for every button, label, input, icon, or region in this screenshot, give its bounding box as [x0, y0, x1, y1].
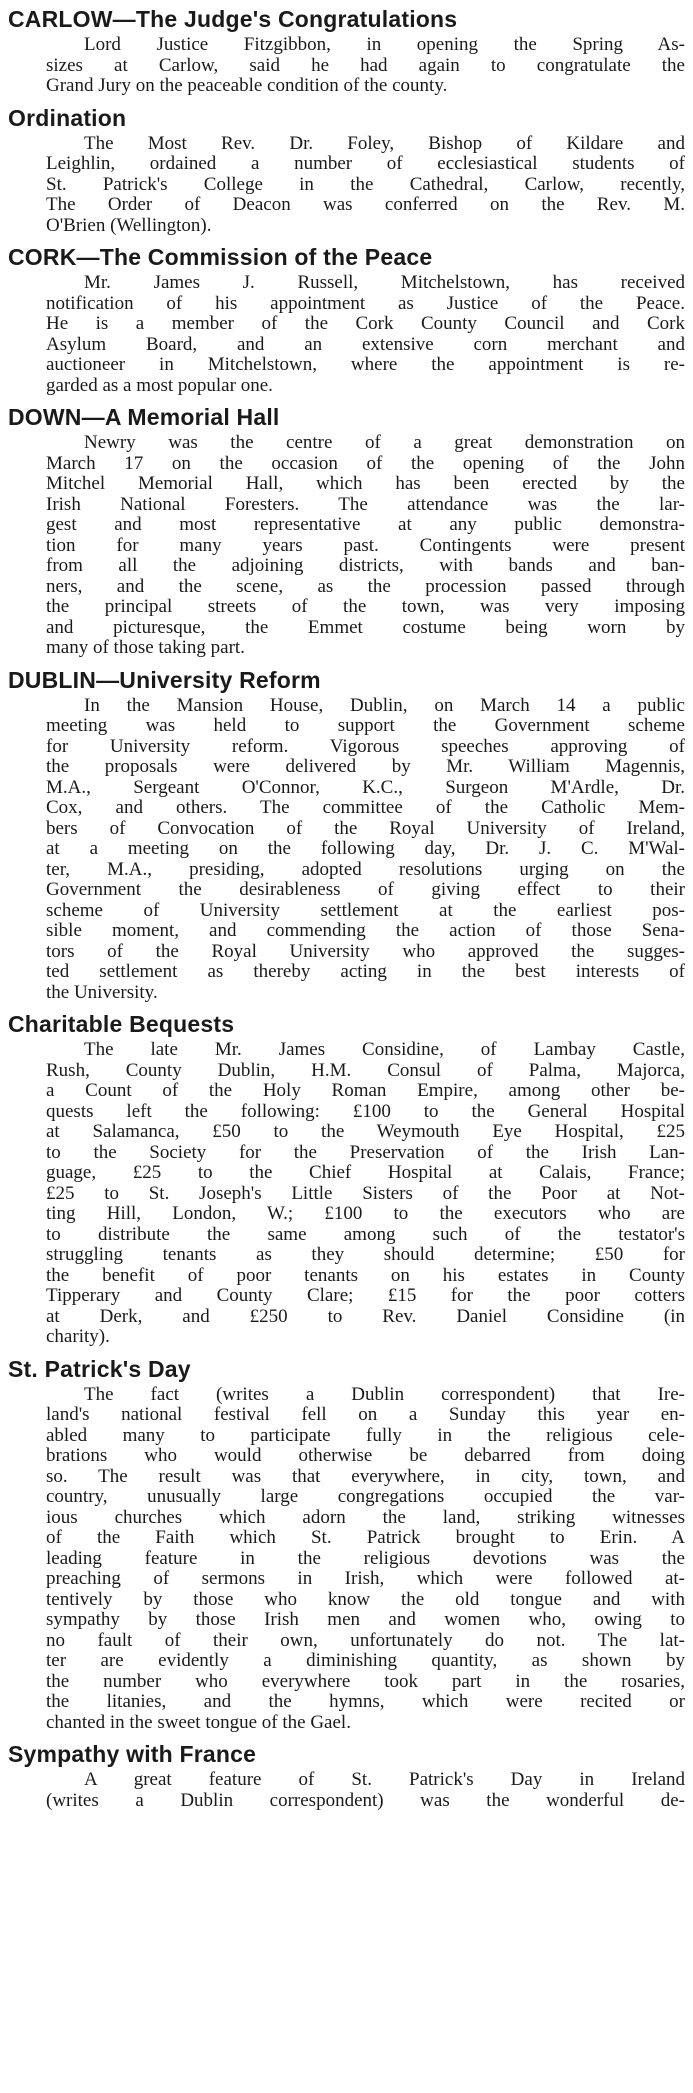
- text-line: The late Mr. James Considine, of Lambay Castle,: [84, 1040, 685, 1060]
- text-line: ted settlement as thereby acting in the best interests of: [46, 962, 685, 982]
- article-body: [8, 273, 685, 396]
- article-body: [8, 696, 685, 1004]
- text-line: the benefit of poor tenants on his estates in County: [46, 1265, 685, 1286]
- headline: Sympathy with France: [8, 1741, 257, 1767]
- text-line: Asylum Board, and an extensive corn merchant and: [46, 334, 685, 355]
- text-line: The Order of Deacon was conferred on the Rev. M.: [46, 195, 685, 215]
- text-line: preaching of sermons in Irish, which were followed at-: [46, 1569, 685, 1589]
- headline: CORK—The Commission of the Peace: [8, 244, 433, 270]
- text-line: Newry was the centre of a great demonstration on: [84, 433, 685, 453]
- text-line: land's national festival fell on a Sunday this year en-: [46, 1405, 685, 1425]
- text-line: to distribute the same among such of the testator's: [46, 1224, 685, 1245]
- text-line: no fault of their own, unfortunately do not. The lat-: [46, 1630, 685, 1651]
- text-line: at Salamanca, £50 to the Weymouth Eye Hospital, £25: [46, 1122, 685, 1142]
- text-line: St. Patrick's College in the Cathedral, Carlow, recently,: [46, 174, 685, 195]
- text-line: sible moment, and commending the action of those Sena-: [46, 921, 685, 941]
- text-line: Lord Justice Fitzgibbon, in opening the Spring As-: [84, 35, 685, 55]
- text-line: charity).: [46, 1327, 110, 1347]
- text-line: The Most Rev. Dr. Foley, Bishop of Kildare and: [84, 133, 685, 154]
- text-line: meeting was held to support the Government scheme: [46, 716, 685, 736]
- article-carlow: [8, 4, 685, 97]
- article-body: [8, 1385, 685, 1734]
- article-body: [8, 134, 685, 237]
- article-body: [8, 1040, 685, 1348]
- text-line: the number who everywhere took part in the rosaries,: [46, 1671, 685, 1692]
- text-line: Rush, County Dublin, H.M. Consul of Palma, Majorca,: [46, 1060, 685, 1081]
- article-dublin: [8, 665, 685, 1004]
- article-ordination: [8, 103, 685, 237]
- text-line: ter are evidently a diminishing quantity, as shown by: [46, 1651, 685, 1671]
- text-line: Leighlin, ordained a number of ecclesiastical students of: [46, 154, 685, 174]
- text-line: ners, and the scene, as the procession passed through: [46, 576, 685, 597]
- text-line: and picturesque, the Emmet costume being worn by: [46, 617, 685, 638]
- text-line: ter, M.A., presiding, adopted resolutions urging on the: [46, 859, 685, 880]
- headline: Ordination: [8, 104, 127, 131]
- text-line: a Count of the Holy Roman Empire, among other be-: [46, 1081, 685, 1101]
- text-line: many of those taking part.: [46, 638, 245, 658]
- text-line: sympathy by those Irish men and women who, owing to: [46, 1610, 685, 1630]
- text-line: scheme of University settlement at the earliest pos-: [46, 900, 685, 921]
- text-line: £25 to St. Joseph's Little Sisters of the Poor at Not-: [46, 1183, 685, 1204]
- article-st-patricks-day: [8, 1354, 685, 1734]
- text-line: tors of the Royal University who approved the sugges-: [46, 941, 685, 962]
- article-body: [8, 1770, 685, 1811]
- text-line: He is a member of the Cork County Council and Cork: [46, 314, 685, 334]
- text-line: Government the desirableness of giving effect to their: [46, 880, 685, 900]
- text-line: guage, £25 to the Chief Hospital at Calais, France;: [46, 1163, 685, 1183]
- text-line: In the Mansion House, Dublin, on March 14 a public: [84, 695, 685, 716]
- text-line: Cox, and others. The committee of the Catholic Mem-: [46, 798, 685, 818]
- text-line: O'Brien (Wellington).: [46, 215, 212, 236]
- text-line: the University.: [46, 982, 158, 1003]
- text-line: chanted in the sweet tongue of the Gael.: [46, 1712, 351, 1733]
- text-line: March 17 on the occasion of the opening of the John: [46, 453, 685, 474]
- article-cork: [8, 242, 685, 396]
- article-down: [8, 402, 685, 659]
- text-line: so. The result was that everywhere, in city, town, and: [46, 1466, 685, 1487]
- article-charitable-bequests: [8, 1009, 685, 1348]
- text-line: Mr. James J. Russell, Mitchelstown, has received: [84, 273, 685, 293]
- text-line: the principal streets of the town, was very imposing: [46, 597, 685, 617]
- text-line: tion for many years past. Contingents were present: [46, 535, 685, 556]
- text-line: auctioneer in Mitchelstown, where the appointment is re-: [46, 355, 685, 375]
- text-line: garded as a most popular one.: [46, 375, 273, 396]
- text-line: to the Society for the Preservation of the Irish Lan-: [46, 1142, 685, 1163]
- text-line: M.A., Sergeant O'Connor, K.C., Surgeon M'Ardle, Dr.: [46, 777, 685, 798]
- text-line: the litanies, and the hymns, which were recited or: [46, 1692, 685, 1712]
- text-line: at a meeting on the following day, Dr. J. C. M'Wal-: [46, 839, 685, 859]
- text-line: Tipperary and County Clare; £15 for the poor cotters: [46, 1286, 685, 1306]
- text-line: abled many to participate fully in the religious cele-: [46, 1425, 685, 1446]
- text-line: Mitchel Memorial Hall, which has been erected by the: [46, 474, 685, 494]
- article-body: [8, 35, 685, 97]
- headline: Charitable Bequests: [8, 1011, 235, 1037]
- text-line: tentively by those who know the old tongue and with: [46, 1589, 685, 1610]
- text-line: gest and most representative at any public demonstra-: [46, 515, 685, 535]
- text-line: Grand Jury on the peaceable condition of the county.: [46, 76, 448, 96]
- headline: DOWN—A Memorial Hall: [8, 404, 280, 430]
- text-line: ious churches which adorn the land, striking witnesses: [46, 1507, 685, 1528]
- text-line: The fact (writes a Dublin correspondent) that Ire-: [84, 1384, 685, 1405]
- text-line: sizes at Carlow, said he had again to congratulate the: [46, 55, 685, 76]
- headline: St. Patrick's Day: [8, 1355, 191, 1382]
- text-line: (writes a Dublin correspondent) was the wonderful de-: [46, 1790, 685, 1811]
- text-line: quests left the following: £100 to the General Hospital: [46, 1101, 685, 1122]
- text-line: notification of his appointment as Justice of the Peace.: [46, 293, 685, 314]
- text-line: the proposals were delivered by Mr. William Magennis,: [46, 757, 685, 777]
- text-line: ting Hill, London, W.; £100 to the executors who are: [46, 1204, 685, 1224]
- text-line: A great feature of St. Patrick's Day in Ireland: [84, 1770, 685, 1790]
- text-line: for University reform. Vigorous speeches approving of: [46, 736, 685, 757]
- text-line: struggling tenants as they should determine; £50 for: [46, 1245, 685, 1265]
- text-line: from all the adjoining districts, with bands and ban-: [46, 556, 685, 576]
- text-line: of the Faith which St. Patrick brought to Erin. A: [46, 1528, 685, 1548]
- text-line: bers of Convocation of the Royal University of Ireland,: [46, 818, 685, 839]
- headline: CARLOW—The Judge's Congratulations: [8, 6, 458, 32]
- article-sympathy-with-france: [8, 1739, 685, 1811]
- text-line: country, unusually large congregations occupied the var-: [46, 1487, 685, 1507]
- headline: DUBLIN—University Reform: [8, 666, 321, 693]
- article-body: [8, 433, 685, 659]
- text-line: leading feature in the religious devotions was the: [46, 1548, 685, 1569]
- text-line: Irish National Foresters. The attendance was the lar-: [46, 494, 685, 515]
- text-line: brations who would otherwise be debarred from doing: [46, 1446, 685, 1466]
- text-line: at Derk, and £250 to Rev. Daniel Considine (in: [46, 1306, 685, 1327]
